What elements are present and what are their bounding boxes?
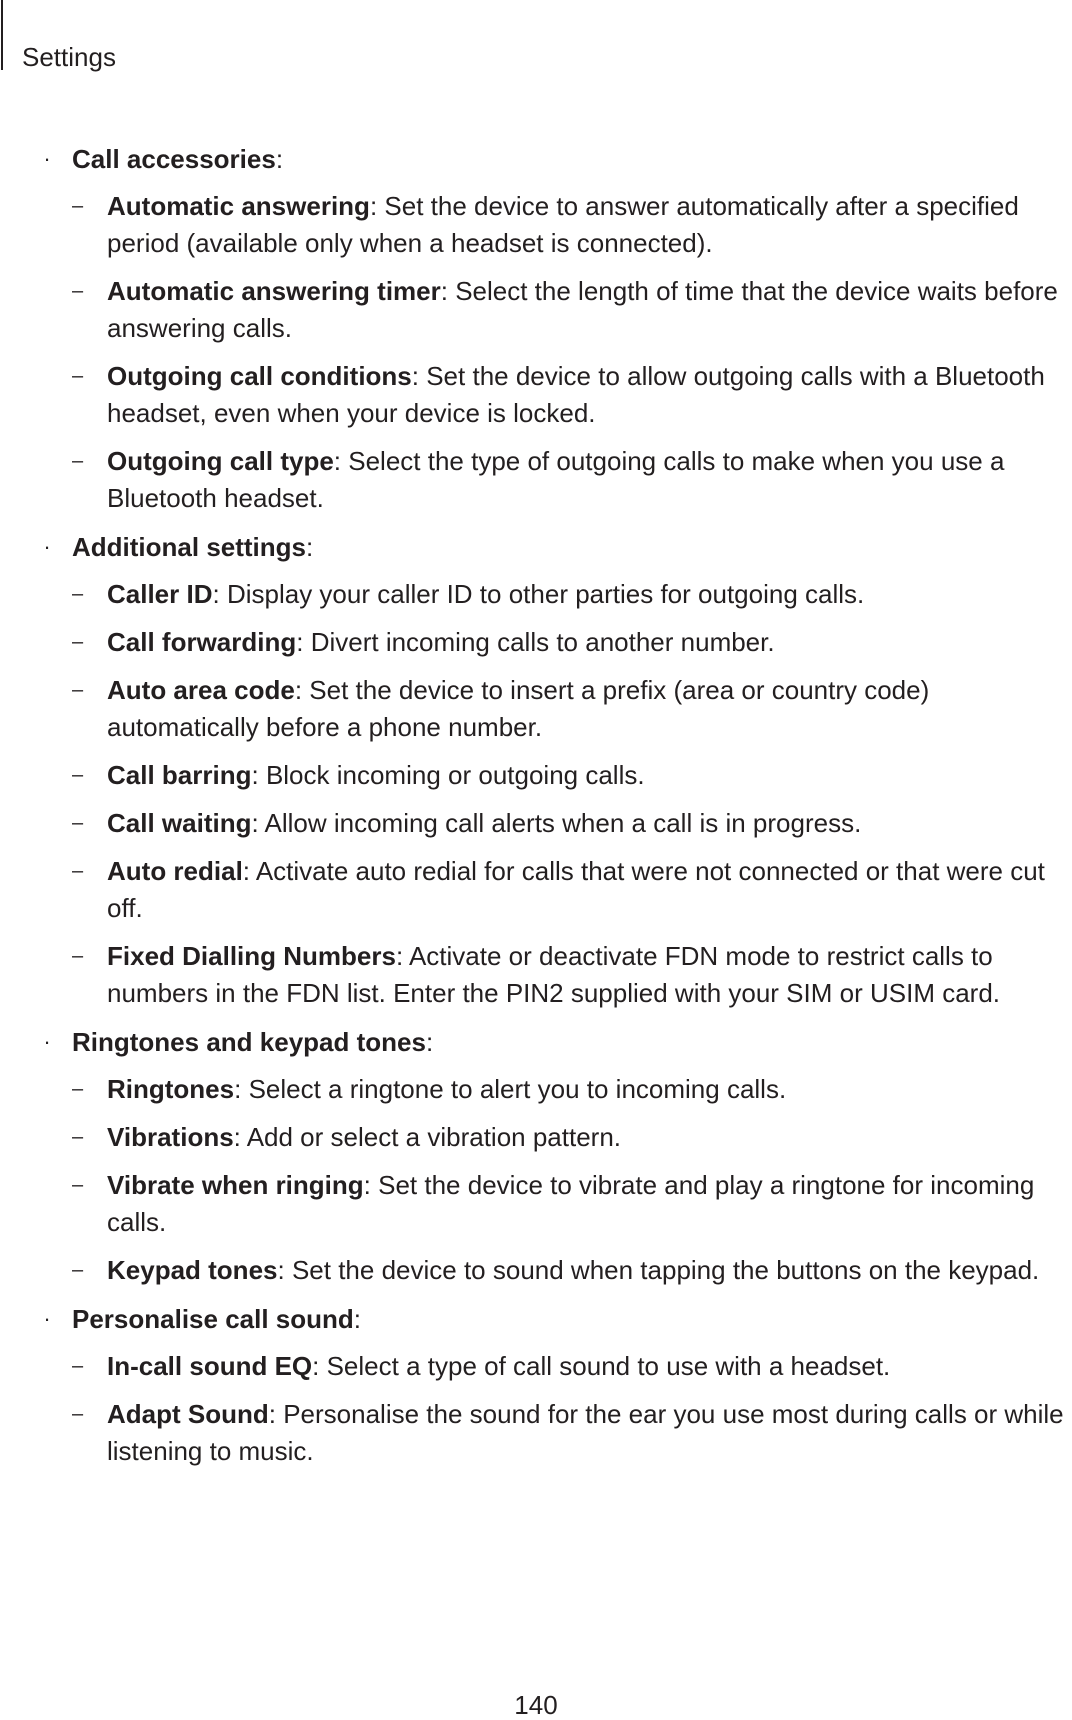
list-item: – Adapt Sound: Personalise the sound for the ear you use most during calls or while listening to music. <box>0 1396 1072 1470</box>
item-term: Auto redial <box>107 856 243 886</box>
item-term: Call forwarding <box>107 627 297 657</box>
item-description: Select a type of call sound to use with a headset. <box>326 1351 891 1381</box>
item-term: Call waiting <box>107 808 252 838</box>
item-term: Vibrate when ringing <box>107 1170 364 1200</box>
header-rule <box>1 0 3 70</box>
dash-icon: – <box>72 945 84 967</box>
document-body <box>0 140 1072 1481</box>
page-header-title: Settings <box>22 42 116 72</box>
item-term: In-call sound EQ <box>107 1351 313 1381</box>
item-term: Fixed Dialling Numbers <box>107 941 396 971</box>
item-description: Select the type of outgoing calls to make when you use a Bluetooth headset. <box>107 446 1005 513</box>
dash-icon: – <box>72 764 84 786</box>
item-description: Activate auto redial for calls that were not connected or that were cut off. <box>107 856 1045 923</box>
section-additional-settings <box>0 528 1072 1012</box>
item-term: Caller ID <box>107 579 213 609</box>
bullet-icon: · <box>43 1029 51 1054</box>
list-item: – Call barring: Block incoming or outgoing calls. <box>0 757 1072 794</box>
section-ringtones-keypad-tones <box>0 1023 1072 1289</box>
list-item: – Fixed Dialling Numbers: Activate or deactivate FDN mode to restrict calls to numbers in the FDN list. Enter the PIN2 supplied with your SIM or USIM card. <box>0 938 1072 1012</box>
section-call-accessories <box>0 140 1072 517</box>
item-term: Call barring <box>107 760 252 790</box>
section-heading: · Ringtones and keypad tones: <box>0 1023 1072 1061</box>
dash-icon: – <box>72 679 84 701</box>
page-number: 140 <box>514 1690 558 1720</box>
item-term: Automatic answering timer <box>107 276 441 306</box>
dash-icon: – <box>72 1078 84 1100</box>
section-title: Ringtones and keypad tones <box>72 1027 426 1057</box>
dash-icon: – <box>72 1355 84 1377</box>
list-item: – Vibrate when ringing: Set the device to vibrate and play a ringtone for incoming calls. <box>0 1167 1072 1241</box>
list-item: – Automatic answering timer: Select the length of time that the device waits before answering calls. <box>0 273 1072 347</box>
item-term: Keypad tones <box>107 1255 278 1285</box>
dash-icon: – <box>72 1126 84 1148</box>
item-term: Automatic answering <box>107 191 370 221</box>
list-item: – Keypad tones: Set the device to sound when tapping the buttons on the keypad. <box>0 1252 1072 1289</box>
bullet-icon: · <box>43 146 51 171</box>
list-item: – Auto redial: Activate auto redial for calls that were not connected or that were cut off. <box>0 853 1072 927</box>
item-description: Select a ringtone to alert you to incoming calls. <box>248 1074 787 1104</box>
item-description: Activate or deactivate FDN mode to restrict calls to numbers in the FDN list. Enter the PIN2 supplied with your SIM or USIM card. <box>107 941 1001 1008</box>
item-description: Divert incoming calls to another number. <box>310 627 775 657</box>
item-description: Personalise the sound for the ear you use most during calls or while listening to music. <box>107 1399 1064 1466</box>
list-item: – Outgoing call type: Select the type of outgoing calls to make when you use a Bluetooth headset. <box>0 443 1072 517</box>
list-item: – Ringtones: Select a ringtone to alert you to incoming calls. <box>0 1071 1072 1108</box>
item-term: Outgoing call type <box>107 446 334 476</box>
dash-icon: – <box>72 280 84 302</box>
list-item: – Outgoing call conditions: Set the device to allow outgoing calls with a Bluetooth headset, even when your device is locked. <box>0 358 1072 432</box>
bullet-icon: · <box>43 1306 51 1331</box>
item-description: Set the device to vibrate and play a ringtone for incoming calls. <box>107 1170 1035 1237</box>
dash-icon: – <box>72 450 84 472</box>
item-description: Select the length of time that the device waits before answering calls. <box>107 276 1058 343</box>
list-item: – Call forwarding: Divert incoming calls to another number. <box>0 624 1072 661</box>
item-description: Set the device to sound when tapping the buttons on the keypad. <box>291 1255 1040 1285</box>
item-description: Set the device to answer automatically after a specified period (available only when a headset is connected). <box>107 191 1019 258</box>
item-term: Ringtones <box>107 1074 235 1104</box>
dash-icon: – <box>72 583 84 605</box>
dash-icon: – <box>72 1403 84 1425</box>
section-title: Additional settings <box>72 532 306 562</box>
dash-icon: – <box>72 812 84 834</box>
section-personalise-call-sound <box>0 1300 1072 1470</box>
list-item: – Caller ID: Display your caller ID to other parties for outgoing calls. <box>0 576 1072 613</box>
dash-icon: – <box>72 195 84 217</box>
item-term: Adapt Sound <box>107 1399 269 1429</box>
section-heading: · Call accessories: <box>0 140 1072 178</box>
section-heading: · Additional settings: <box>0 528 1072 566</box>
list-item: – Automatic answering: Set the device to answer automatically after a specified period (available only when a headset is connected). <box>0 188 1072 262</box>
list-item: – Call waiting: Allow incoming call alerts when a call is in progress. <box>0 805 1072 842</box>
dash-icon: – <box>72 860 84 882</box>
dash-icon: – <box>72 631 84 653</box>
dash-icon: – <box>72 1174 84 1196</box>
list-item: – Vibrations: Add or select a vibration pattern. <box>0 1119 1072 1156</box>
item-term: Auto area code <box>107 675 295 705</box>
item-description: Block incoming or outgoing calls. <box>265 760 645 790</box>
list-item: – In-call sound EQ: Select a type of call sound to use with a headset. <box>0 1348 1072 1385</box>
section-title: Personalise call sound <box>72 1304 354 1334</box>
item-description: Display your caller ID to other parties for outgoing calls. <box>226 579 865 609</box>
item-description: Set the device to insert a prefix (area or country code) automatically before a phone number. <box>107 675 930 742</box>
section-heading: · Personalise call sound: <box>0 1300 1072 1338</box>
item-term: Outgoing call conditions <box>107 361 412 391</box>
item-term: Vibrations <box>107 1122 234 1152</box>
bullet-icon: · <box>43 534 51 559</box>
item-description: Set the device to allow outgoing calls with a Bluetooth headset, even when your device is locked. <box>107 361 1045 428</box>
item-description: Add or select a vibration pattern. <box>246 1122 622 1152</box>
item-description: Allow incoming call alerts when a call is in progress. <box>264 808 862 838</box>
section-title: Call accessories <box>72 144 276 174</box>
dash-icon: – <box>72 365 84 387</box>
dash-icon: – <box>72 1259 84 1281</box>
list-item: – Auto area code: Set the device to insert a prefix (area or country code) automatically before a phone number. <box>0 672 1072 746</box>
